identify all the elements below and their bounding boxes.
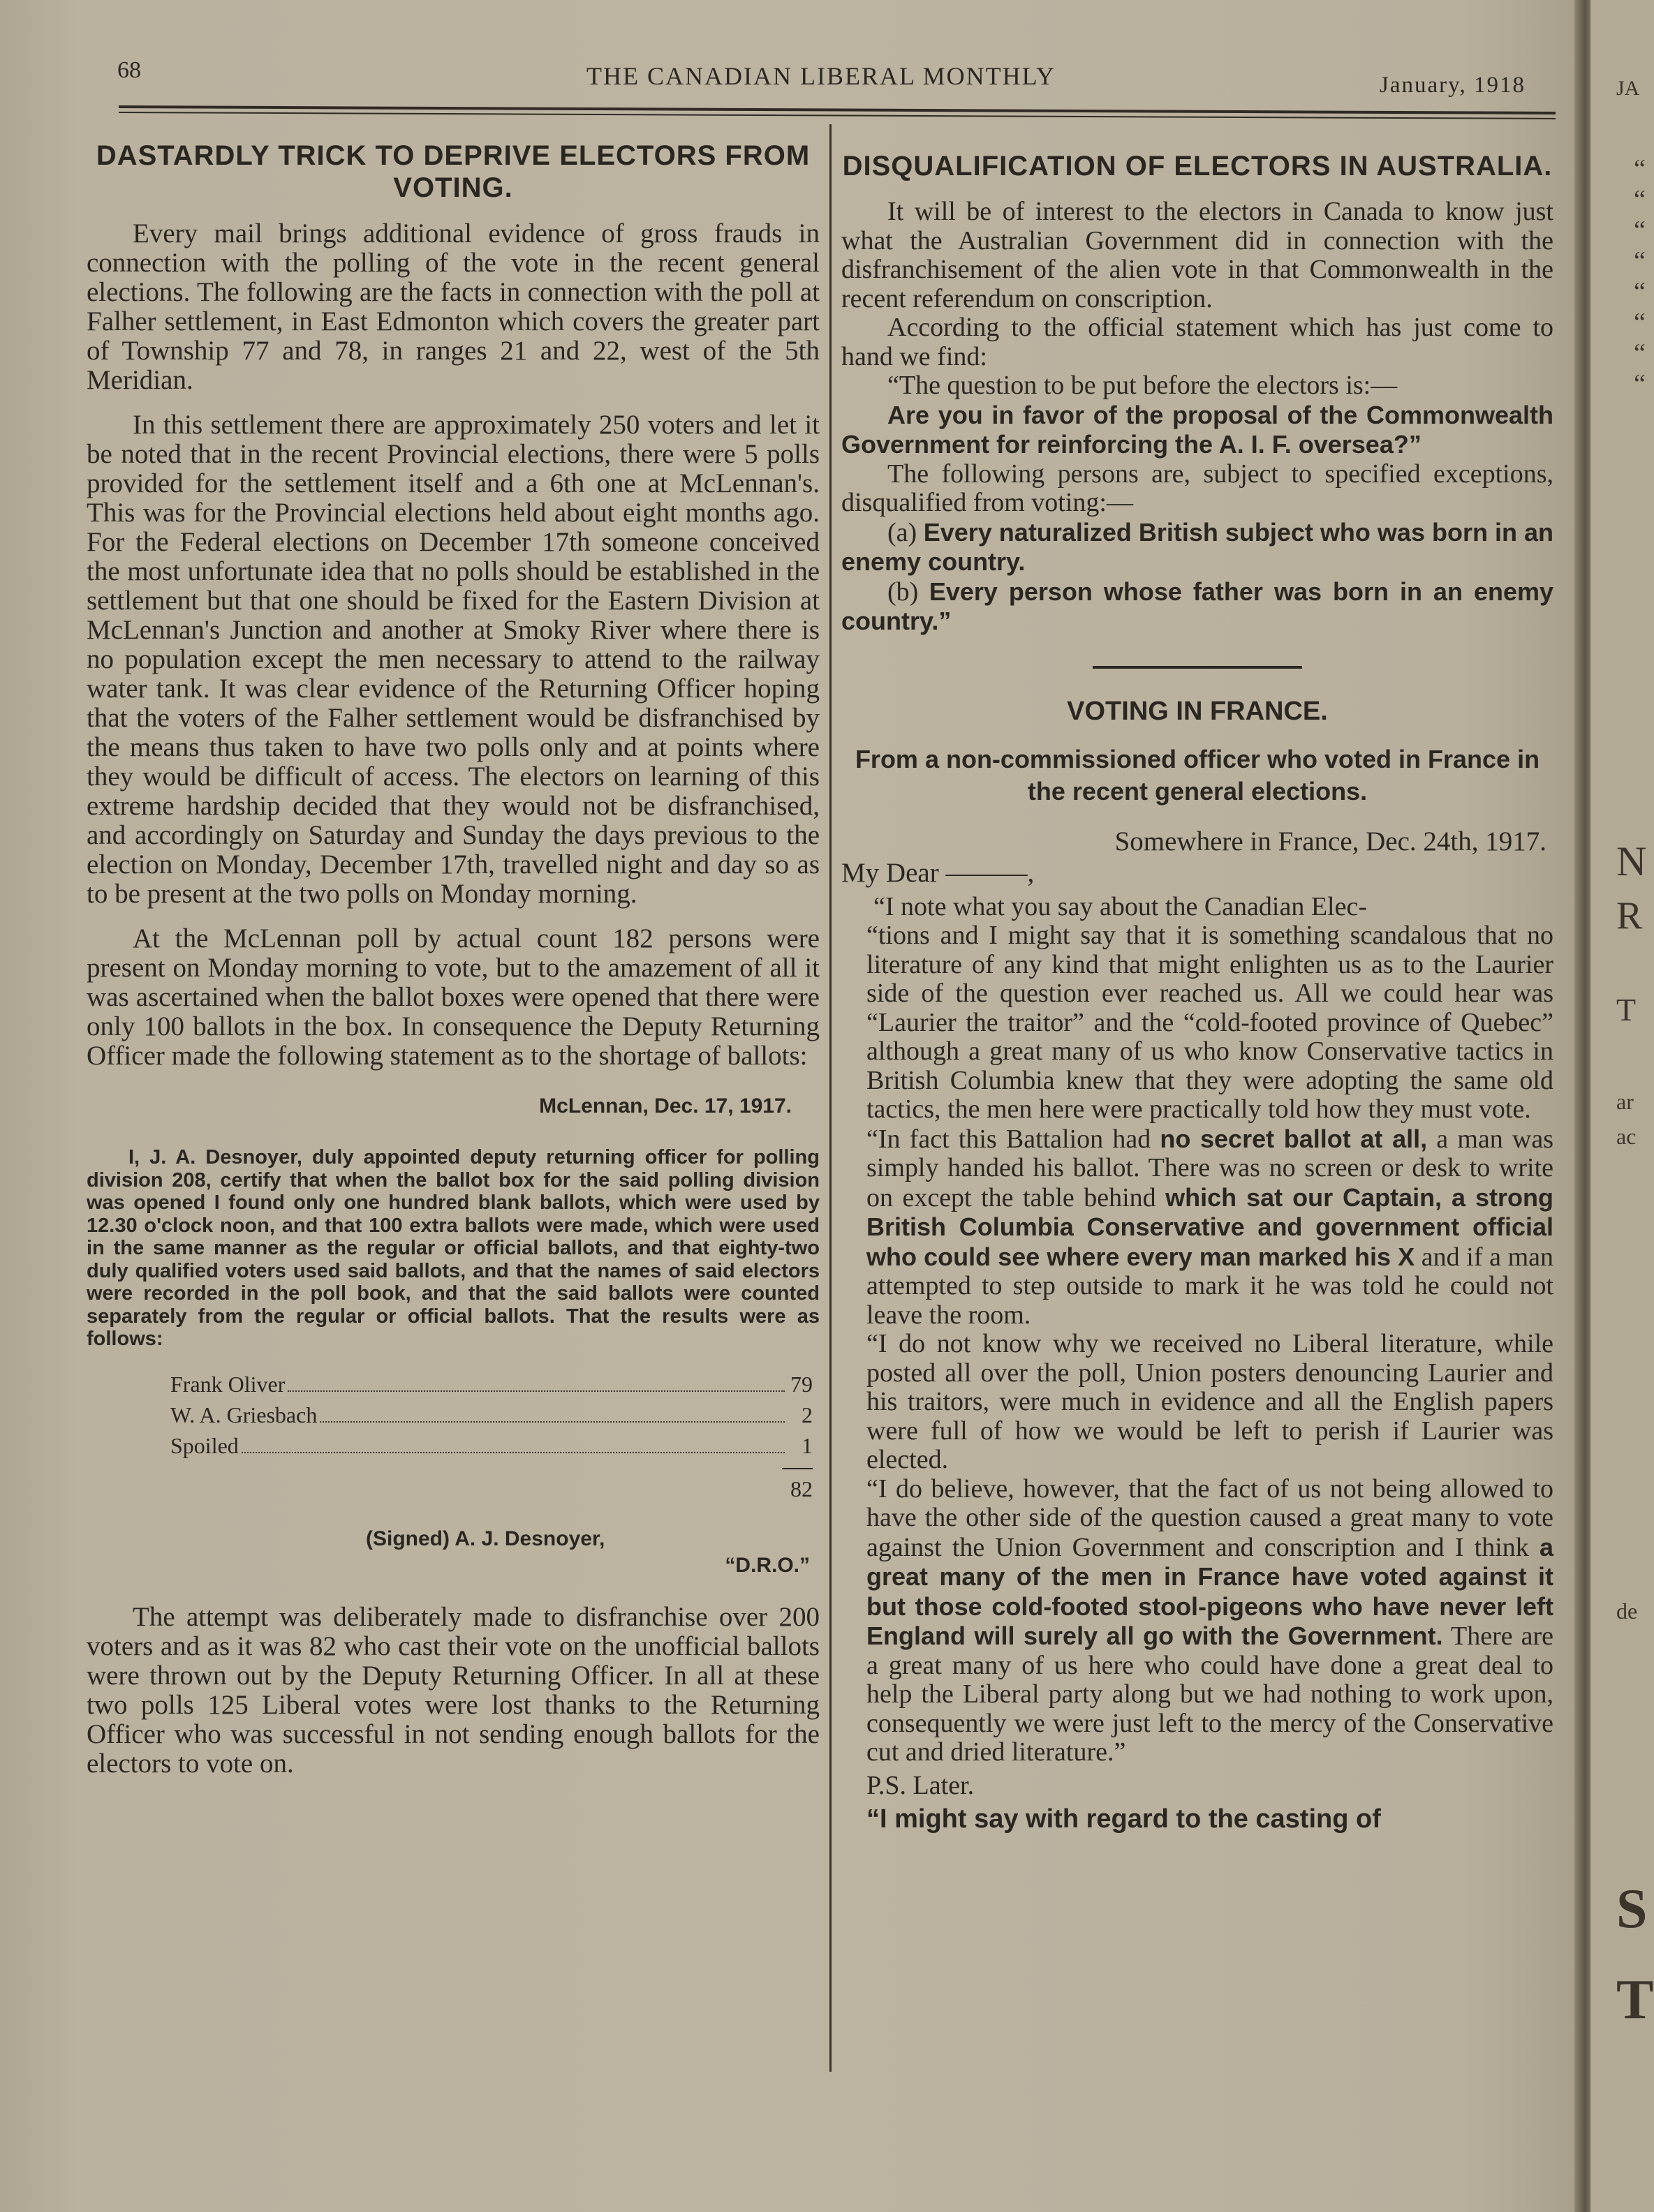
postscript-text [866, 1804, 1553, 1834]
letter-paragraph: “I do not know why we received no Liberal literature, while posted all over the poll, Union posters denouncing Laurier and his traitors, were much in evidence and all the English papers were full of how we would be left to perish if Laurier was elected. [866, 1329, 1553, 1474]
postscript: P.S. Later. [866, 1770, 975, 1800]
candidate-name: Frank Oliver [170, 1371, 286, 1397]
letter-text: There are a great many of us here who could have done a great deal to help the Liberal party along but we had nothing to work upon, consequently we were just left to the mercy of the Conservative cut and dried literature.” [866, 1621, 1553, 1767]
article-paragraph: According to the official statement which has just come to hand we find: [841, 313, 1553, 371]
article-paragraph: At the McLennan poll by actual count 182 persons were present on Monday morning to vote, but to the amazement of all it was ascertained when the ballot boxes were opened that there were only 100 ballots in the box. In consequence the Deputy Returning Officer made the following statement as to the shortage of ballots: [87, 923, 820, 1071]
letter-text: a man was simply handed his ballot. There was no screen or desk to write on except the table behind [866, 1124, 1554, 1212]
signature-title: “D.R.O.” [725, 1553, 810, 1577]
certificate-dateline: McLennan, Dec. 17, 1917. [539, 1094, 792, 1118]
adjacent-page-fragment: ac [1616, 1124, 1637, 1149]
result-row [170, 1402, 813, 1433]
letter-paragraph: “tions and I might say that it is something scandalous that no literature of any kind that might enlighten us as to the Laurier side of the question ever reached us. All we could hear was “Laurier the traitor” and the “cold-footed province of Quebec” although a great many of us who know Conservative tactics in British Columbia knew that they were adopting the same old tactics, the men here were practically told how they must vote. [866, 921, 1553, 1124]
item-label: (b) [887, 577, 919, 607]
total-rule [782, 1468, 813, 1469]
letter-text: “I do believe, however, that the fact of us not being allowed to have the other side of the question caused a great many to vote against the Union Government and conscription and I think [866, 1474, 1553, 1562]
vote-total: 82 [790, 1476, 813, 1501]
postscript-emphasis: “I might say with regard to the casting of [866, 1804, 1381, 1834]
adjacent-page-fragment: T [1616, 1969, 1654, 2031]
article-paragraph: The attempt was deliberately made to disfranchise over 200 voters and as it was 82 who cast their vote on the unofficial ballots were thrown out by the Deputy Returning Officer. In all at these two polls 125 Liberal votes were lost thanks to the Returning Officer who was successful in not sending enough ballots for the electors to vote on. [87, 1601, 820, 1779]
vote-count: 79 [790, 1371, 813, 1397]
letter-salutation: My Dear ———, [841, 857, 1035, 888]
adjacent-page-fragment: N [1616, 838, 1647, 884]
page-number: 68 [117, 57, 141, 83]
letter-paragraph [841, 1475, 1553, 1767]
adjacent-page-fragment: de [1616, 1598, 1638, 1624]
referendum-question [841, 401, 1553, 460]
item-text: Every naturalized British subject who was born in an enemy country. [841, 517, 1553, 576]
adjacent-page-fragment: ar [1616, 1089, 1634, 1114]
letter-emphasis: a great many of the men in France have voted against it but those cold-footed stool-pigeons who have never left England will surely all go with the Government. [866, 1532, 1553, 1650]
adjacent-page-header: JA [1616, 77, 1640, 100]
right-column [841, 150, 1553, 1834]
dot-leader [242, 1452, 785, 1453]
publication-title: THE CANADIAN LIBERAL MONTHLY [586, 62, 1056, 90]
adjacent-page-fragment: S [1616, 1878, 1648, 1940]
adjacent-page-fragment: T [1616, 992, 1637, 1027]
article-title-australia: DISQUALIFICATION OF ELECTORS IN AUSTRALIA. [842, 151, 1553, 181]
article-paragraph: The following persons are, subject to specified exceptions, disqualified from voting:— [841, 459, 1553, 517]
article-title-france: VOTING IN FRANCE. [1067, 696, 1328, 726]
letter-text: “In fact this Battalion had [866, 1124, 1160, 1154]
disqualification-item-b [841, 577, 1553, 637]
result-row [170, 1372, 813, 1402]
left-column [87, 140, 820, 1779]
letter-emphasis: no secret ballot at all, [1160, 1124, 1428, 1153]
article-paragraph: In this settlement there are approximately 250 voters and let it be noted that in the recent Provincial elections, there were 5 polls provided for the settlement itself and a 6th one at McLennan's. This was for the Provincial elections held about eight months ago. For the Federal elections on December 17th someone conceived the most unfortunate idea that no polls should be established in the settlement but that one should be fixed for the Eastern Division at McLennan's Junction and another at Smoky River where there is no population except the men necessary to attend to the railway water tank. It was clear evidence of the Returning Officer hoping that the voters of the Falher settlement would be disfranchised by the means thus taken to have two polls only and at points where they would be difficult of access. The electors on learning of this extreme hardship decided that they would not be disfranchised, and accordingly on Saturday and Sunday the days previous to the election on Monday, December 17th, travelled night and day so as to be present at the two polls on Monday morning. [87, 410, 820, 909]
article-paragraph: Every mail brings additional evidence of gross frauds in connection with the polling of the vote in the recent general elections. The following are the facts in connection with the poll at Falher settlement, in East Edmonton which covers the greater part of Township 77 and 78, in ranges 21 and 22, west of the 5th Meridian. [87, 218, 820, 395]
section-separator [1093, 666, 1302, 669]
dot-leader [288, 1390, 785, 1392]
disqualification-item-a [841, 518, 1553, 577]
article-paragraph: “The question to be put before the electors is:— [887, 371, 1398, 400]
vote-count: 2 [802, 1402, 813, 1427]
result-row [170, 1433, 813, 1464]
candidate-name: W. A. Griesbach [170, 1402, 318, 1427]
letter-text: and if a man attempted to step outside to mark it he was told he could not leave the room. [866, 1242, 1553, 1330]
adjacent-page-quote-mark: “ “ “ “ “ “ “ “ [1634, 154, 1646, 399]
article-title-dastardly-trick: DASTARDLY TRICK TO DEPRIVE ELECTORS FROM VOTING. [96, 140, 811, 203]
vote-count: 1 [802, 1432, 813, 1458]
letter-body [841, 893, 1553, 1767]
certificate-text: I, J. A. Desnoyer, duly appointed deputy returning officer for polling division 208, certify that when the ballot box for the said polling division was opened I found only one hundred blank ballots, which were used by 12.30 o'clock noon, and that 100 extra ballots were made, which were used in the same manner as the regular or official ballots, and that eighty-two duly qualified voters used said ballots, and that the names of said electors were recorded in the poll book, and that the said ballots were counted separately from the regular or official ballots. That the results were as follows: [87, 1146, 820, 1350]
item-label: (a) [887, 517, 917, 547]
article-paragraph: It will be of interest to the electors in Canada to know just what the Australian Government did in connection with the disfranchisement of the alien vote in that Commonwealth in the recent referendum on conscription. [841, 197, 1553, 313]
signature-line: (Signed) A. J. Desnoyer, [366, 1527, 605, 1550]
article-subtitle: From a non-commissioned officer who voted in France in the recent general elections. [855, 744, 1540, 806]
results-table [170, 1372, 813, 1502]
referendum-question-text: Are you in favor of the proposal of the Commonwealth Government for reinforcing the A. I. F. oversea?” [841, 400, 1553, 459]
item-text: Every person whose father was born in an enemy country.” [841, 577, 1554, 635]
candidate-name: Spoiled [170, 1432, 239, 1458]
letter-dateline: Somewhere in France, Dec. 24th, 1917. [1114, 826, 1546, 856]
issue-date: January, 1918 [1380, 73, 1526, 98]
letter-emphasis: which sat our Captain, a strong British Columbia Conservative and government official who could see where every man marked his X [866, 1182, 1553, 1271]
column-divider [829, 124, 832, 2072]
letter-paragraph [841, 1124, 1553, 1330]
dot-leader [320, 1421, 785, 1423]
adjacent-page-fragment: R [1616, 894, 1643, 937]
letter-line: “I note what you say about the Canadian Elec- [873, 891, 1367, 921]
